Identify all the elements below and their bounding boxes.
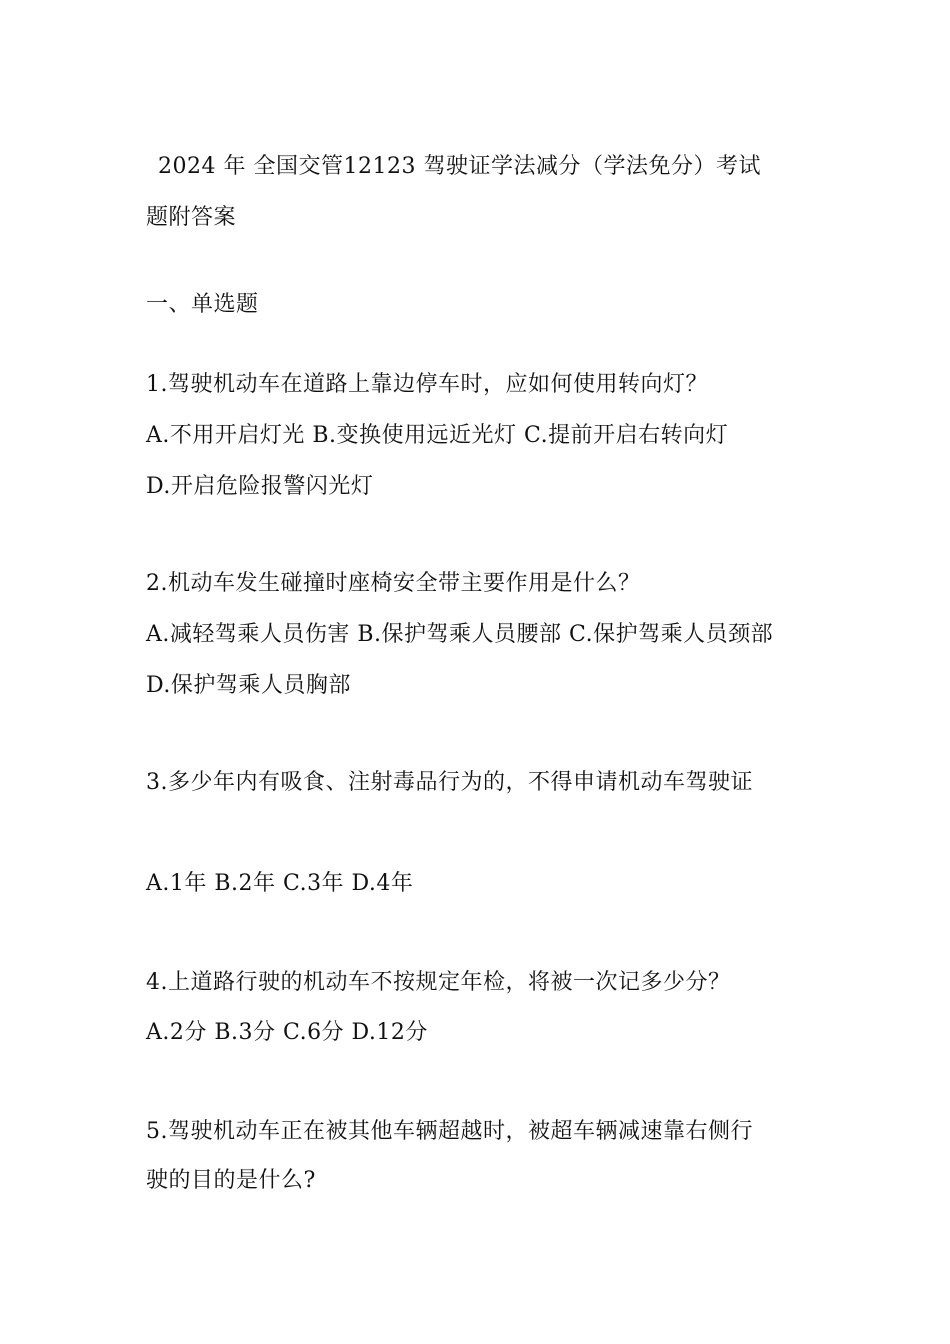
question-4-options: A.2分 B.3分 C.6分 D.12分: [146, 1020, 428, 1045]
question-1-text: 1.驾驶机动车在道路上靠边停车时，应如何使用转向灯？: [146, 372, 708, 397]
question-3-options: A.1年 B.2年 C.3年 D.4年: [146, 871, 414, 896]
question-2-options: A.减轻驾乘人员伤害 B.保护驾乘人员腰部 C.保护驾乘人员颈部: [146, 622, 774, 647]
question-2-options-cont: D.保护驾乘人员胸部: [146, 673, 351, 698]
question-4-text: 4.上道路行驶的机动车不按规定年检，将被一次记多少分？: [146, 970, 731, 995]
question-5-text-cont: 驶的目的是什么?: [146, 1168, 316, 1193]
question-1-options: A.不用开启灯光 B.变换使用远近光灯 C.提前开启右转向灯: [146, 423, 729, 448]
question-1-options-cont: D.开启危险报警闪光灯: [146, 474, 374, 499]
document-title-line-2: 题附答案: [146, 205, 237, 230]
document-title-line-1: 2024 年 全国交管12123 驾驶证学法减分（学法免分）考试: [158, 154, 761, 179]
question-2-text: 2.机动车发生碰撞时座椅安全带主要作用是什么？: [146, 571, 641, 596]
question-3-text: 3.多少年内有吸食、注射毒品行为的，不得申请机动车驾驶证: [146, 770, 753, 795]
question-5-text: 5.驾驶机动车正在被其他车辆超越时，被超车辆减速靠右侧行: [146, 1119, 753, 1144]
section-heading: 一、单选题: [146, 292, 259, 317]
